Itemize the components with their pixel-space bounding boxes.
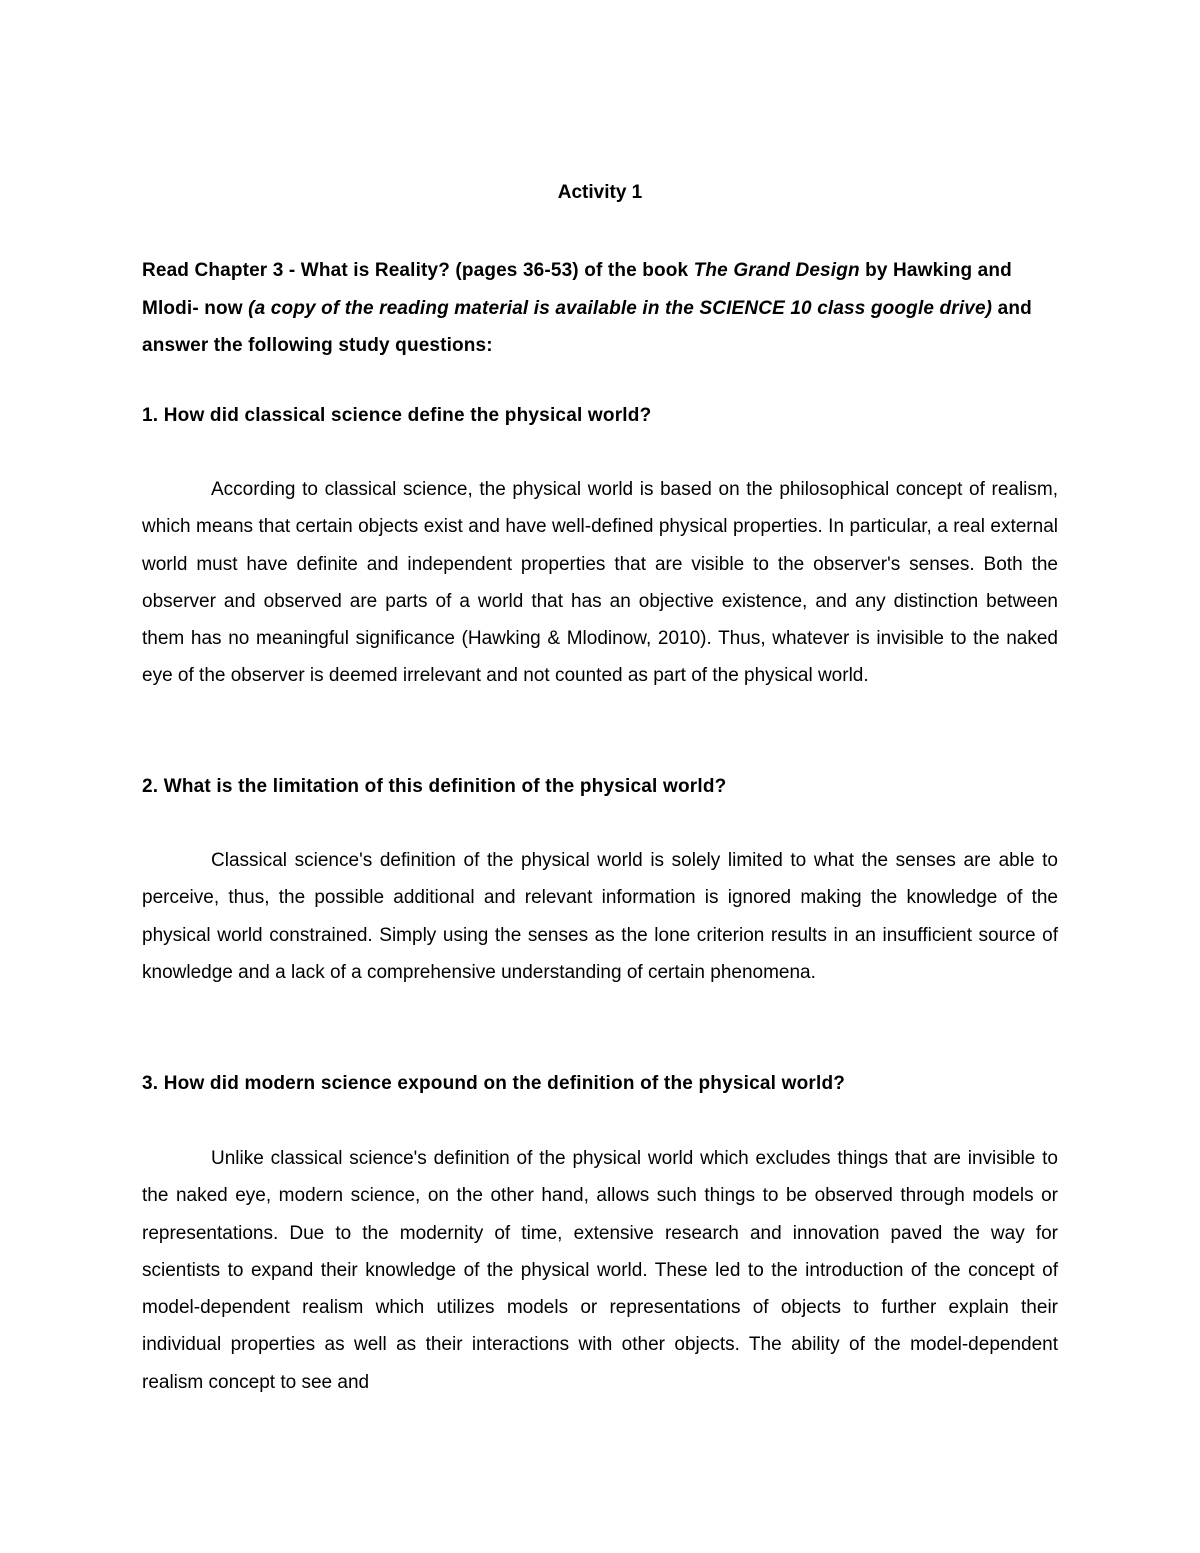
instructions-text-3: and answer the following study questions: xyxy=(142,297,1032,356)
instructions-note: (a copy of the reading material is available in the SCIENCE 10 class google drive) xyxy=(248,297,993,319)
question-heading: 1. How did classical science define the physical world? xyxy=(142,405,652,426)
question-heading: 3. How did modern science expound on the definition of the physical world? xyxy=(142,1073,846,1094)
instructions-paragraph xyxy=(142,252,1058,365)
answer-paragraph: Classical science's definition of the physical world is solely limited to what the senses are able to perceive, thus, the possible additional and relevant information is ignored making the knowledge of the physical world constrained. Simply using the senses as the lone criterion results in an insufficient source of knowledge and a lack of a comprehensive understanding of certain phenomena. xyxy=(142,850,1058,983)
page-title: Activity 1 xyxy=(557,182,643,203)
instructions-text-1: Read Chapter 3 - What is Reality? (pages 36-53) of the book xyxy=(142,260,694,281)
instructions-text-2: by Hawking and Mlodi- now xyxy=(142,260,1012,319)
book-title: The Grand Design xyxy=(693,260,860,281)
question-heading: 2. What is the limitation of this definition of the physical world? xyxy=(142,776,727,797)
answer-paragraph: Unlike classical science's definition of the physical world which excludes things that are invisible to the naked eye, modern science, on the other hand, allows such things to be observed through models or representations. Due to the modernity of time, extensive research and innovation paved the way for scientists to expand their knowledge of the physical world. These led to the introduction of the concept of model-dependent realism which utilizes models or representations of objects to further explain their individual properties as well as their interactions with other objects. The ability of the model-dependent realism concept to see and xyxy=(142,1148,1058,1393)
answer-paragraph: According to classical science, the physical world is based on the philosophical concept of realism, which means that certain objects exist and have well-defined physical properties. In particular, a real external world must have definite and independent properties that are visible to the observer's senses. Both the observer and observed are parts of a world that has an objective existence, and any distinction between them has no meaningful significance (Hawking & Mlodinow, 2010). Thus, whatever is invisible to the naked eye of the observer is deemed irrelevant and not counted as part of the physical world. xyxy=(142,479,1058,687)
